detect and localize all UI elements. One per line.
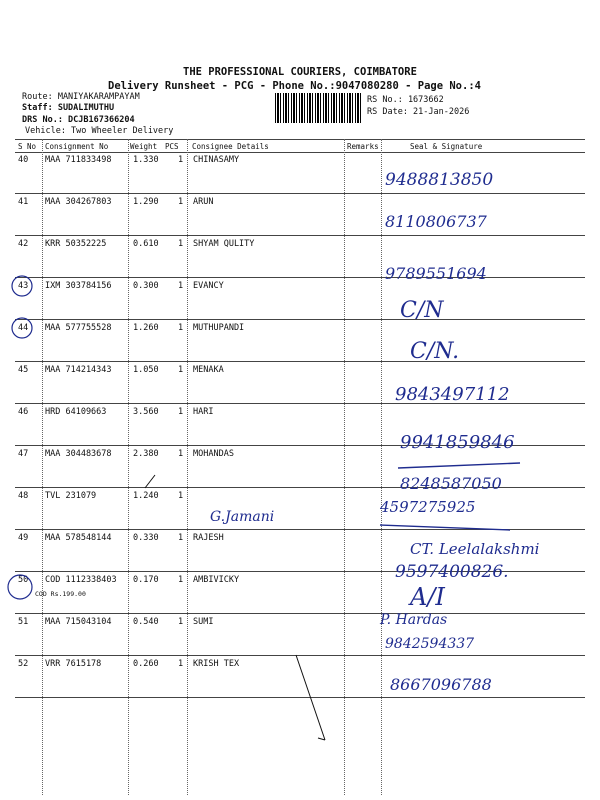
row-weight: 1.290: [133, 197, 159, 207]
row-consignee: HARI: [193, 407, 214, 417]
signature: A/I: [410, 583, 445, 611]
col-remarks: Remarks: [347, 142, 379, 151]
signature: 8110806737: [385, 212, 487, 231]
col-sno: S No: [18, 142, 37, 151]
drs-label: DRS No.: DCJB167366204: [22, 115, 135, 125]
row-sno: 52: [18, 659, 29, 669]
row-consignee: EVANCY: [193, 281, 224, 291]
signature: CT. Leelalakshmi: [410, 540, 540, 558]
row-sno: 44: [18, 323, 29, 333]
row-consignee: SUMI: [193, 617, 214, 627]
row-sno: 50: [18, 575, 29, 585]
signature: 4597275925: [380, 498, 476, 516]
signature: 9789551694: [385, 264, 487, 283]
signature: 8248587050: [400, 474, 502, 493]
row-pcs: 1: [178, 575, 184, 585]
signature: 9941859846: [400, 432, 515, 453]
row-consignment: MAA 715043104: [45, 617, 112, 627]
route-label: Route: MANIYAKARAMPAYAM: [22, 92, 140, 102]
row-pcs: 1: [178, 407, 184, 417]
cod-amount: COD Rs.199.00: [35, 590, 86, 598]
handwritten-phone: 9842594337: [385, 636, 475, 652]
col-consignment: Consignment No: [45, 142, 109, 151]
circle-mark: [12, 276, 32, 296]
row-pcs: 1: [178, 323, 184, 333]
col-pcs: PCS: [165, 142, 179, 151]
row-pcs: 1: [178, 617, 184, 627]
row-consignment: HRD 64109663: [45, 407, 107, 417]
signature: 9597400826.: [395, 562, 509, 582]
row-weight: 1.330: [133, 155, 159, 165]
row-weight: 1.050: [133, 365, 159, 375]
circle-mark: [12, 318, 32, 338]
row-consignment: MAA 577755528: [45, 323, 112, 333]
rs-number: RS No.: 1673662: [367, 95, 444, 105]
row-consignment: MAA 578548144: [45, 533, 112, 543]
staff-label: Staff: SUDALIMUTHU: [22, 103, 115, 113]
row-consignment: COD 1112338403: [45, 575, 117, 585]
row-weight: 0.330: [133, 533, 159, 543]
vehicle-label: Vehicle: Two Wheeler Delivery: [25, 126, 174, 136]
row-weight: 1.240: [133, 491, 159, 501]
row-consignment: MAA 714214343: [45, 365, 112, 375]
col-consignee: Consignee Details: [192, 142, 269, 151]
row-sno: 42: [18, 239, 29, 249]
row-consignee: MUTHUPANDI: [193, 323, 245, 333]
row-sno: 41: [18, 197, 29, 207]
rs-date: RS Date: 21-Jan-2026: [367, 107, 470, 117]
row-sno: 45: [18, 365, 29, 375]
col-seal: Seal & Signature: [410, 142, 483, 151]
row-sno: 43: [18, 281, 29, 291]
row-consignee: ARUN: [193, 197, 214, 207]
row-weight: 0.170: [133, 575, 159, 585]
row-consignment: MAA 304267803: [45, 197, 112, 207]
row-sno: 48: [18, 491, 29, 501]
signature: 9488813850: [385, 170, 494, 190]
row-pcs: 1: [178, 449, 184, 459]
row-sno: 51: [18, 617, 29, 627]
circle-mark: [8, 575, 32, 599]
row-consignment: TVL 231079: [45, 491, 97, 501]
runsheet-title: Delivery Runsheet - PCG - Phone No.:9047080280 - Page No.:4: [108, 80, 481, 92]
col-weight: Weight: [130, 142, 158, 151]
row-weight: 2.380: [133, 449, 159, 459]
signature: 8667096788: [390, 675, 492, 694]
company-name: THE PROFESSIONAL COURIERS, COIMBATORE: [183, 66, 417, 78]
row-pcs: 1: [178, 365, 184, 375]
row-weight: 0.610: [133, 239, 159, 249]
row-pcs: 1: [178, 491, 184, 501]
row-sno: 49: [18, 533, 29, 543]
row-weight: 0.540: [133, 617, 159, 627]
signature: C/N.: [410, 339, 460, 364]
row-consignment: MAA 711833498: [45, 155, 112, 165]
row-consignee: RAJESH: [193, 533, 224, 543]
signature: 9843497112: [395, 384, 510, 405]
row-pcs: 1: [178, 155, 184, 165]
row-pcs: 1: [178, 197, 184, 207]
row-weight: 0.260: [133, 659, 159, 669]
row-consignment: VRR 7615178: [45, 659, 102, 669]
row-pcs: 1: [178, 239, 184, 249]
row-consignee: KRISH TEX: [193, 659, 240, 669]
row-consignment: MAA 304483678: [45, 449, 112, 459]
row-consignee: MOHANDAS: [193, 449, 234, 459]
row-sno: 47: [18, 449, 29, 459]
pen-line: [296, 655, 325, 740]
row-consignee: MENAKA: [193, 365, 224, 375]
row-consignee: SHYAM QULITY: [193, 239, 255, 249]
row-consignment: KRR 50352225: [45, 239, 107, 249]
row-weight: 3.560: [133, 407, 159, 417]
handwritten-name: P. Hardas: [380, 612, 448, 628]
check-mark: [145, 475, 155, 488]
row-consignee: CHINASAMY: [193, 155, 240, 165]
row-pcs: 1: [178, 281, 184, 291]
signature: C/N: [400, 298, 444, 323]
row-weight: 1.260: [133, 323, 159, 333]
row-sno: 46: [18, 407, 29, 417]
row-pcs: 1: [178, 533, 184, 543]
strike-line: [380, 525, 510, 530]
strike-line: [398, 463, 520, 468]
row-pcs: 1: [178, 659, 184, 669]
handwritten-name: G.Jamani: [210, 509, 275, 525]
row-consignee: AMBIVICKY: [193, 575, 240, 585]
row-sno: 40: [18, 155, 29, 165]
row-consignment: IXM 303784156: [45, 281, 112, 291]
row-weight: 0.300: [133, 281, 159, 291]
